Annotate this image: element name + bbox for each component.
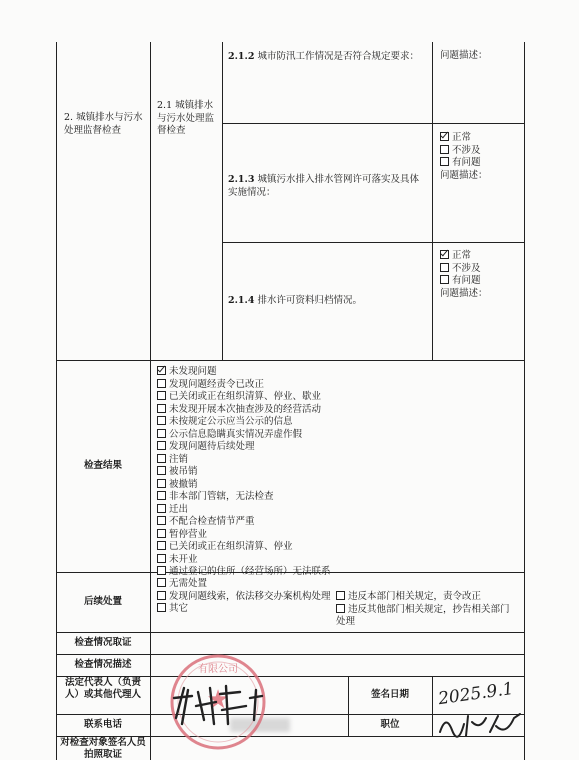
- checkbox-icon[interactable]: [157, 578, 166, 587]
- phone-label: 联系电话: [83, 719, 122, 730]
- result-option[interactable]: [157, 541, 331, 554]
- option-normal[interactable]: 正常: [440, 250, 488, 263]
- desc-label: 问题描述：: [440, 169, 488, 181]
- position-label: 职位: [380, 719, 400, 730]
- svg-text:★: ★: [206, 685, 230, 715]
- result-option[interactable]: [157, 491, 331, 504]
- result-option-label: 被撤销: [169, 478, 198, 490]
- checkbox-icon[interactable]: [157, 404, 166, 413]
- result-option-label: 不配合检查情节严重: [169, 516, 255, 527]
- result-option-label: 注销: [169, 453, 189, 465]
- result-label: 检查结果: [83, 460, 122, 471]
- checkbox-icon[interactable]: [157, 541, 166, 550]
- checkbox-icon[interactable]: [157, 391, 166, 400]
- checkbox-icon[interactable]: [440, 263, 449, 272]
- option-normal[interactable]: 正常: [440, 132, 488, 145]
- desc-row-label: 检查情况描述: [74, 659, 132, 670]
- followup-right-options: [336, 591, 516, 629]
- checkbox-icon[interactable]: [157, 379, 166, 388]
- followup-option[interactable]: 无需处置: [157, 578, 337, 591]
- result-option-label: 通过登记的住所（经营场所）无法联系: [169, 566, 331, 577]
- followup-option[interactable]: 其它: [157, 603, 337, 616]
- result-option-label: 未按规定公示应当公示的信息: [169, 416, 293, 427]
- result-option[interactable]: [157, 529, 331, 542]
- checkbox-icon[interactable]: [157, 429, 166, 438]
- result-option-label: 未发现问题: [169, 366, 217, 377]
- legal-rep-label: 法定代表人（负责人）或其他代理人: [64, 677, 141, 700]
- result-option[interactable]: [157, 554, 331, 567]
- checkbox-checked-icon[interactable]: [157, 366, 166, 375]
- item-2-1-2-desc-label: 问题描述：: [440, 50, 488, 61]
- result-option-label: 暂停营业: [169, 528, 208, 540]
- checkbox-icon[interactable]: [157, 479, 166, 488]
- item-2-1-3-options: [440, 132, 488, 182]
- result-option-label: 未开业: [169, 553, 198, 565]
- result-option[interactable]: [157, 479, 331, 492]
- checkbox-icon[interactable]: [157, 466, 166, 475]
- result-option-label: 发现问题经责令已改正: [169, 378, 265, 390]
- photo-label: 对检查对象签名人员拍照取证: [60, 737, 146, 760]
- followup-label: 后续处置: [83, 596, 122, 607]
- result-option[interactable]: [157, 404, 331, 417]
- checkbox-icon[interactable]: [157, 491, 166, 500]
- result-option[interactable]: [157, 441, 331, 454]
- checkbox-icon[interactable]: [157, 529, 166, 538]
- evidence-label: 检查情况取证: [74, 637, 132, 648]
- followup-option[interactable]: 违反本部门相关规定，责令改正: [336, 591, 516, 604]
- svg-text:有限公司: 有限公司: [198, 664, 238, 675]
- checkbox-icon[interactable]: [157, 516, 166, 525]
- checkbox-icon[interactable]: [157, 566, 166, 575]
- result-options: [157, 366, 331, 579]
- checkbox-icon[interactable]: [157, 554, 166, 563]
- item-2-1-2: 2.1.2 城市防汛工作情况是否符合规定要求：: [228, 51, 419, 62]
- result-option[interactable]: [157, 454, 331, 467]
- checkbox-icon[interactable]: [157, 454, 166, 463]
- item-2-1-3: 2.1.3 城镇污水排入排水管网许可落实及具体实施情况：: [228, 174, 419, 198]
- followup-left-options: [157, 578, 337, 616]
- result-option-label: 迁出: [169, 503, 189, 515]
- checkbox-icon[interactable]: [157, 591, 166, 600]
- checkbox-icon[interactable]: [440, 275, 449, 284]
- followup-option[interactable]: 违反其他部门相关规定，抄告相关部门处理: [336, 603, 510, 627]
- followup-option[interactable]: 发现问题线索，依法移交办案机构处理: [157, 591, 337, 604]
- legal-rep-signature: [170, 680, 280, 730]
- result-option[interactable]: [157, 391, 331, 404]
- position-signature: [436, 710, 526, 740]
- option-has-problem[interactable]: 有问题: [440, 275, 488, 288]
- result-option-label: 已关闭或正在组织清算、停业、歇业: [169, 391, 322, 402]
- checkbox-icon[interactable]: [157, 416, 166, 425]
- result-option-label: 非本部门管辖，无法检查: [169, 491, 274, 502]
- section-title: 2. 城镇排水与污水处理监督检查: [64, 112, 143, 136]
- result-option[interactable]: [157, 416, 331, 429]
- result-option[interactable]: [157, 504, 331, 517]
- checkbox-icon[interactable]: [157, 441, 166, 450]
- checkbox-icon[interactable]: [336, 604, 345, 613]
- checkbox-icon[interactable]: [157, 603, 166, 612]
- item-2-1-4-options: [440, 250, 488, 300]
- sign-date-value: 2025.9.1: [436, 678, 515, 710]
- result-option-label: 已关闭或正在组织清算、停业: [169, 541, 293, 552]
- result-option[interactable]: [157, 366, 331, 379]
- sign-date-label: 签名日期: [370, 689, 409, 700]
- option-not-involved[interactable]: 不涉及: [440, 145, 488, 158]
- result-option-label: 未发现开展本次抽查涉及的经营活动: [169, 403, 322, 415]
- result-option[interactable]: [157, 566, 331, 579]
- result-option-label: 发现问题待后续处理: [169, 441, 255, 452]
- result-option-label: 被吊销: [169, 466, 198, 477]
- option-not-involved[interactable]: 不涉及: [440, 263, 488, 276]
- desc-label: 问题描述：: [440, 287, 488, 299]
- result-option[interactable]: [157, 466, 331, 479]
- option-has-problem[interactable]: 有问题: [440, 157, 488, 170]
- result-option[interactable]: [157, 516, 331, 529]
- checkbox-icon[interactable]: [336, 591, 345, 600]
- sub-section-title: 2.1 城镇排水与污水处理监督检查: [157, 100, 215, 136]
- checkbox-checked-icon[interactable]: [440, 250, 449, 259]
- checkbox-icon[interactable]: [440, 145, 449, 154]
- checkbox-icon[interactable]: [157, 504, 166, 513]
- result-option[interactable]: [157, 379, 331, 392]
- checkbox-checked-icon[interactable]: [440, 132, 449, 141]
- checkbox-icon[interactable]: [440, 157, 449, 166]
- result-option-label: 公示信息隐瞒真实情况弄虚作假: [169, 428, 303, 440]
- result-option[interactable]: [157, 429, 331, 442]
- item-2-1-4: 2.1.4 排水许可资料归档情况。: [228, 295, 362, 306]
